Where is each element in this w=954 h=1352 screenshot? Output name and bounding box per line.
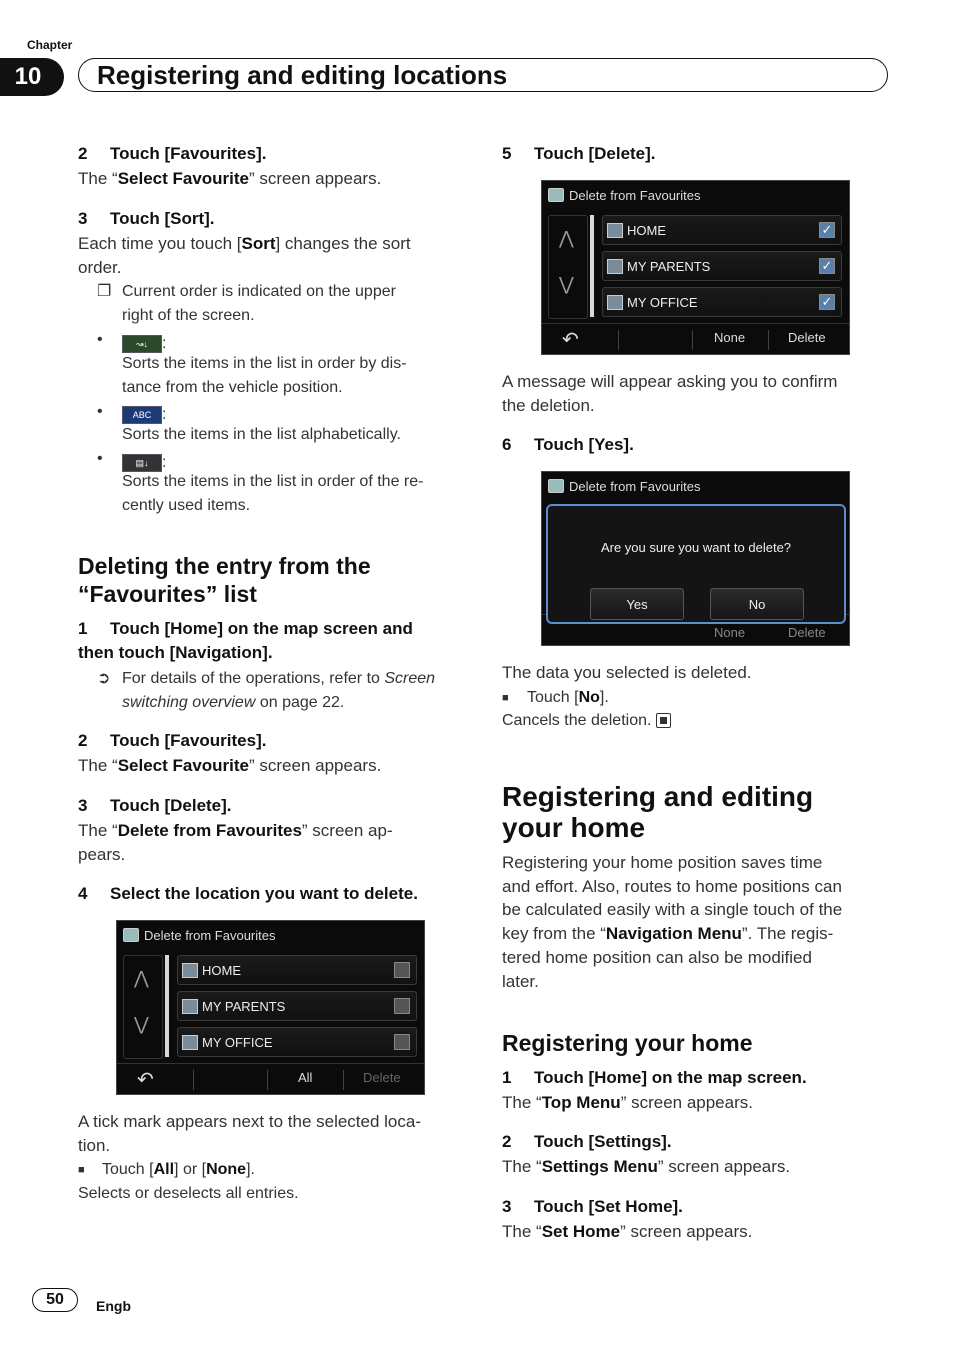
reg-step-3: 3 Touch [Set Home]. (502, 1197, 683, 1216)
reg-step-1-desc: The “Top Menu” screen appears. (502, 1093, 753, 1112)
note-line2: right of the screen. (122, 307, 255, 324)
scroll-up-icon[interactable]: ⋀ (134, 968, 149, 988)
home-section-title-line1: Registering and editing (502, 781, 814, 812)
list-item-my-parents[interactable]: MY PARENTS (177, 991, 417, 1021)
tick-desc-line1: A tick mark appears next to the selected loca- (78, 1112, 422, 1131)
step-4-select: 4 Select the location you want to delete. (78, 884, 418, 903)
back-arrow-icon[interactable]: ↶ (562, 329, 579, 351)
step-3b-desc2: pears. (78, 845, 126, 864)
screen-title: Delete from Favourites (123, 925, 276, 945)
tick-desc-line2: tion. (78, 1136, 111, 1155)
bullet: • (97, 331, 103, 348)
section-title-line2: “Favourites” list (78, 581, 257, 607)
cancel-desc: Cancels the deletion. (502, 709, 671, 733)
all-button[interactable]: All (298, 1070, 313, 1085)
reg-step-2-desc: The “Settings Menu” screen appears. (502, 1157, 791, 1176)
screen-title: Delete from Favourites (548, 185, 701, 205)
location-icon (182, 963, 198, 978)
deleted-desc: The data you selected is deleted. (502, 663, 752, 682)
delete-button-behind: Delete (788, 625, 826, 640)
note-marker: ❐ (97, 283, 112, 300)
location-icon (182, 999, 198, 1014)
location-icon (607, 295, 623, 310)
step-1-head2: then touch [Navigation]. (78, 643, 273, 662)
scroll-down-icon[interactable]: ⋁ (559, 274, 574, 294)
recent-sort-desc1: Sorts the items in the list in order of the re- (122, 473, 424, 490)
distance-sort-desc2: tance from the vehicle position. (122, 379, 343, 396)
scroll-down-icon[interactable]: ⋁ (134, 1014, 149, 1034)
home-para-line2: and effort. Also, routes to home positions can (502, 877, 842, 896)
recent-sort-desc2: cently used items. (122, 497, 251, 514)
tip-bullet: ■ (78, 1164, 85, 1176)
scrollbar[interactable] (165, 955, 169, 1057)
step-1-head1: 1 Touch [Home] on the map screen and (78, 619, 413, 638)
location-icon (607, 259, 623, 274)
reference-line2: switching overview on page 22. (122, 694, 345, 711)
step-2b-desc: The “Select Favourite” screen appears. (78, 756, 382, 775)
reference-arrow-icon: ➲ (97, 670, 111, 687)
tip-no: Touch [No]. (527, 689, 609, 706)
delete-button-disabled: Delete (363, 1070, 401, 1085)
sort-desc-line1: Each time you touch [Sort] changes the sort (78, 234, 411, 253)
step-3b-desc1: The “Delete from Favourites” screen ap- (78, 821, 393, 840)
favourites-icon (548, 188, 564, 202)
note-line1: Current order is indicated on the upper (122, 283, 396, 300)
back-arrow-icon[interactable]: ↶ (137, 1069, 154, 1091)
scroll-control[interactable] (548, 215, 588, 319)
no-button[interactable]: No (710, 588, 804, 620)
location-icon (182, 1035, 198, 1050)
reg-step-3-desc: The “Set Home” screen appears. (502, 1222, 753, 1241)
tip-bullet: ■ (502, 692, 509, 704)
step-2b-favourites: 2 Touch [Favourites]. (78, 731, 267, 750)
checkbox-checked[interactable]: ✓ (819, 258, 835, 274)
bullet: • (97, 450, 103, 467)
list-item-my-parents[interactable]: MY PARENTS ✓ (602, 251, 842, 281)
screen-button-bar (117, 1063, 424, 1094)
home-para-line1: Registering your home position saves time (502, 853, 823, 872)
tip-all-none: Touch [All] or [None]. (102, 1161, 255, 1178)
language-code: Engb (96, 1298, 131, 1314)
chapter-title: Registering and editing locations (78, 58, 888, 92)
distance-sort-desc1: Sorts the items in the list in order by dis- (122, 355, 407, 372)
step-2-favourites: 2 Touch [Favourites]. (78, 144, 267, 163)
end-mark-icon (656, 713, 671, 728)
screen-delete-select (116, 920, 425, 1095)
confirm-question: Are you sure you want to delete? (600, 540, 792, 555)
distance-sort-icon: ↝↓ : (122, 332, 166, 356)
alphabetical-sort-icon: ABC : (122, 403, 166, 427)
scroll-up-icon[interactable]: ⋀ (559, 228, 574, 248)
location-icon (607, 223, 623, 238)
list-item-my-office[interactable]: MY OFFICE (177, 1027, 417, 1057)
confirm-msg-line2: the deletion. (502, 396, 595, 415)
checkbox[interactable] (394, 962, 410, 978)
checkbox-checked[interactable]: ✓ (819, 294, 835, 310)
favourites-icon (123, 928, 139, 942)
step-3b-delete: 3 Touch [Delete]. (78, 796, 232, 815)
page-number: 50 (32, 1288, 78, 1312)
checkbox-checked[interactable]: ✓ (819, 222, 835, 238)
home-para-line3: be calculated easily with a single touch of the (502, 900, 843, 919)
none-button-behind: None (714, 625, 746, 640)
list-item-home[interactable]: HOME (177, 955, 417, 985)
chapter-label: Chapter (27, 38, 73, 52)
step-5-delete: 5 Touch [Delete]. (502, 144, 656, 163)
home-para-line6: later. (502, 972, 539, 991)
register-home-title: Registering your home (502, 1030, 753, 1056)
home-para-line5: tered home position can also be modified (502, 948, 812, 967)
scroll-control[interactable] (123, 955, 163, 1059)
tip-all-none-desc: Selects or deselects all entries. (78, 1185, 299, 1202)
checkbox[interactable] (394, 1034, 410, 1050)
chapter-number: 10 (0, 58, 64, 96)
screen-title: Delete from Favourites (548, 476, 701, 496)
reference-line1: For details of the operations, refer to Screen (122, 670, 436, 687)
confirm-dialog (546, 504, 846, 624)
screen-delete-checked (541, 180, 850, 355)
alphabetical-sort-desc: Sorts the items in the list alphabetically. (122, 426, 401, 443)
bullet: • (97, 403, 103, 420)
home-para-line4: key from the “Navigation Menu”. The regis- (502, 924, 834, 943)
favourites-icon (548, 479, 564, 493)
yes-button[interactable]: Yes (590, 588, 684, 620)
confirm-msg-line1: A message will appear asking you to confirm (502, 372, 838, 391)
list-item-home[interactable]: HOME ✓ (602, 215, 842, 245)
list-item-my-office[interactable]: MY OFFICE ✓ (602, 287, 842, 317)
step-2-desc: The “Select Favourite” screen appears. (78, 169, 382, 188)
reg-step-2: 2 Touch [Settings]. (502, 1132, 672, 1151)
checkbox[interactable] (394, 998, 410, 1014)
screen-button-bar (542, 323, 849, 354)
reg-step-1: 1 Touch [Home] on the map screen. (502, 1068, 807, 1087)
step-6-yes: 6 Touch [Yes]. (502, 435, 634, 454)
none-button[interactable]: None (714, 330, 746, 345)
recent-sort-icon: ▤↓ : (122, 451, 166, 475)
screen-confirm-dialog (541, 471, 850, 646)
scrollbar[interactable] (590, 215, 594, 317)
home-section-title-line2: your home (502, 812, 646, 843)
delete-button[interactable]: Delete (788, 330, 826, 345)
step-3-sort: 3 Touch [Sort]. (78, 209, 215, 228)
section-title-line1: Deleting the entry from the (78, 553, 371, 579)
sort-desc-line2: order. (78, 258, 122, 277)
